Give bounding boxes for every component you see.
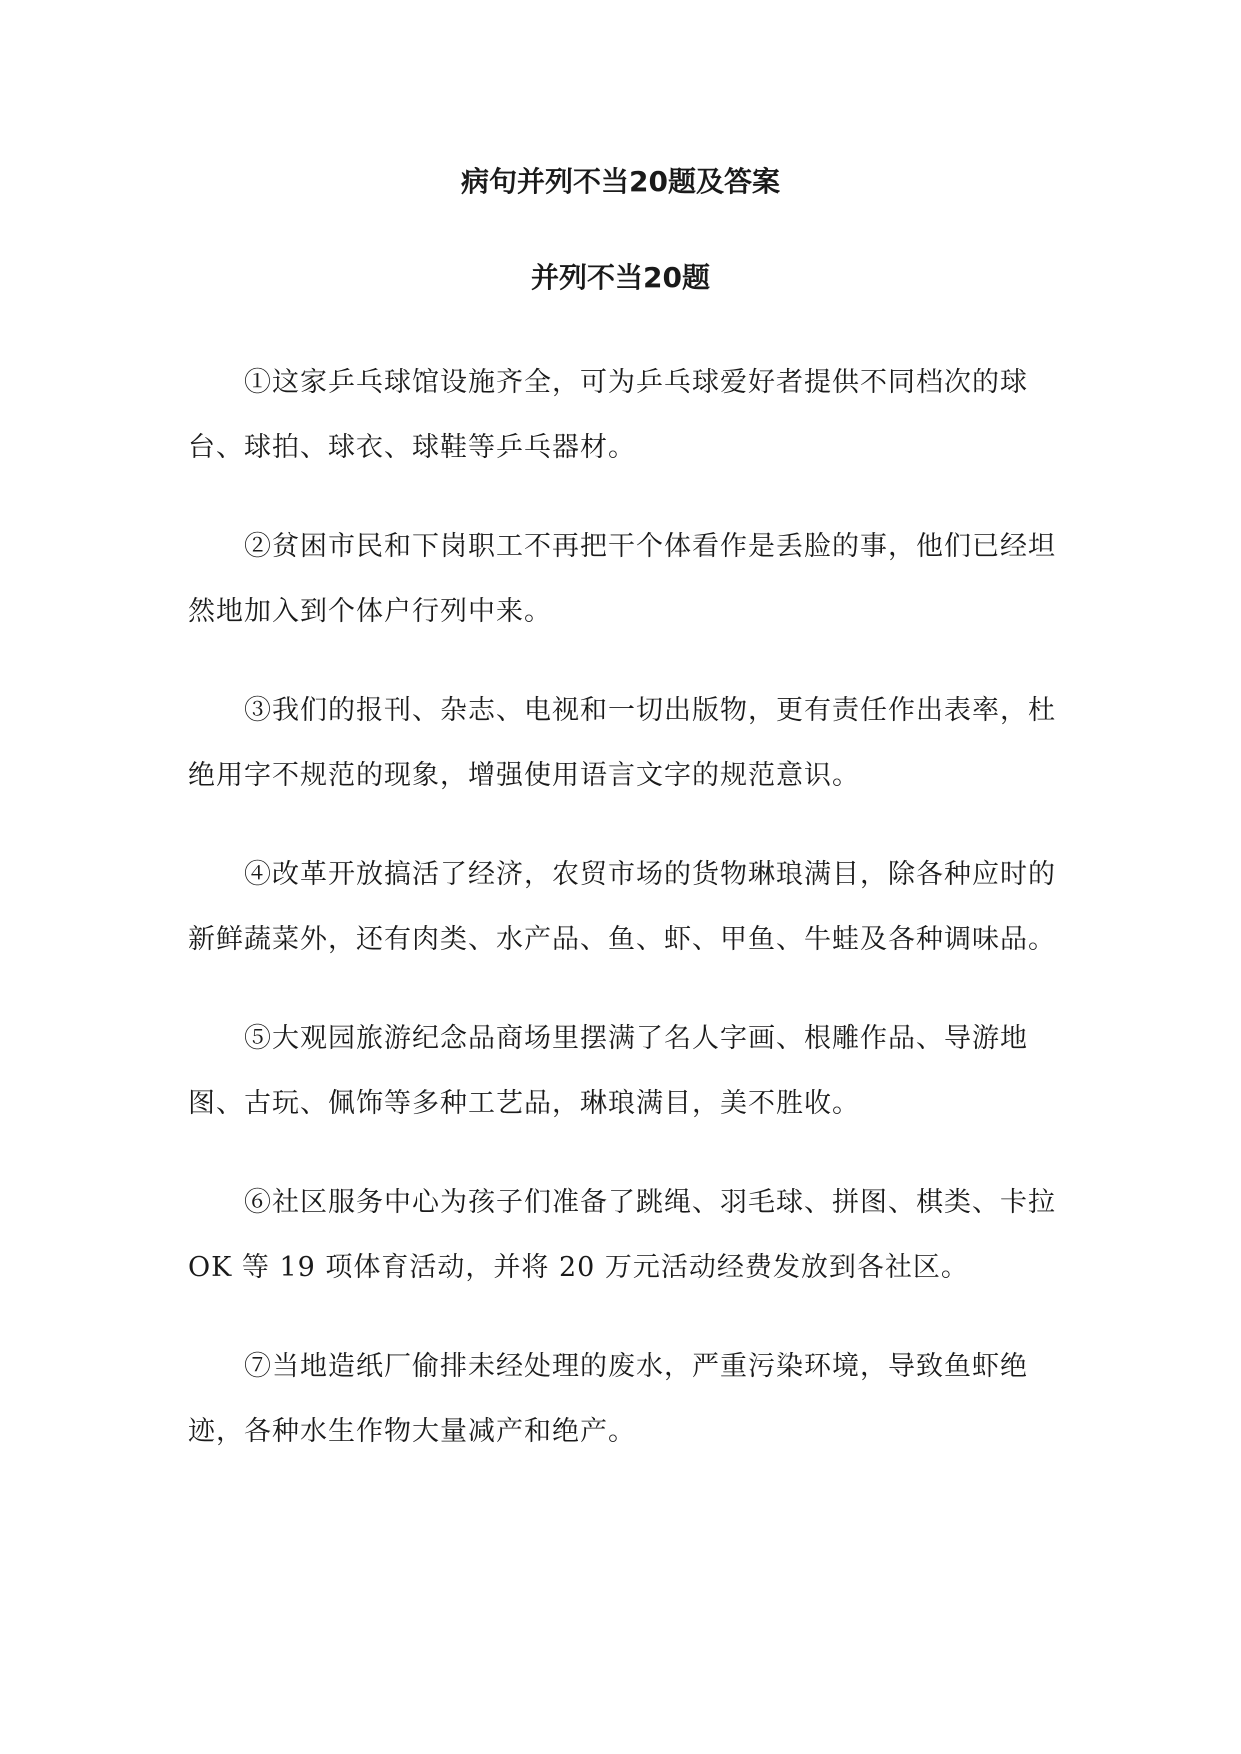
- question-item: ④改革开放搞活了经济，农贸市场的货物琳琅满目，除各种应时的新鲜蔬菜外，还有肉类、水产品、鱼、虾、甲鱼、牛蛙及各种调味品。: [188, 859, 1056, 955]
- question-item: ②贫困市民和下岗职工不再把干个体看作是丢脸的事，他们已经坦然地加入到个体户行列中来。: [188, 531, 1056, 627]
- question-list: [188, 350, 1060, 1498]
- question-item: ⑤大观园旅游纪念品商场里摆满了名人字画、根雕作品、导游地图、古玩、佩饰等多种工艺品，琳琅满目，美不胜收。: [188, 1023, 1028, 1119]
- document-title: 病句并列不当20题及答案: [461, 165, 780, 198]
- question-item: ①这家乒乓球馆设施齐全，可为乒乓球爱好者提供不同档次的球台、球拍、球衣、球鞋等乒乓器材。: [188, 367, 1028, 463]
- question-item: ⑥社区服务中心为孩子们准备了跳绳、羽毛球、拼图、棋类、卡拉 OK 等 19 项体育活动，并将 20 万元活动经费发放到各社区。: [188, 1187, 1056, 1283]
- question-item: ⑦当地造纸厂偷排未经处理的废水，严重污染环境，导致鱼虾绝迹，各种水生作物大量减产和绝产。: [188, 1351, 1028, 1447]
- document-subtitle: 并列不当20题: [531, 261, 710, 294]
- question-item: ③我们的报刊、杂志、电视和一切出版物，更有责任作出表率，杜绝用字不规范的现象，增强使用语言文字的规范意识。: [188, 695, 1056, 791]
